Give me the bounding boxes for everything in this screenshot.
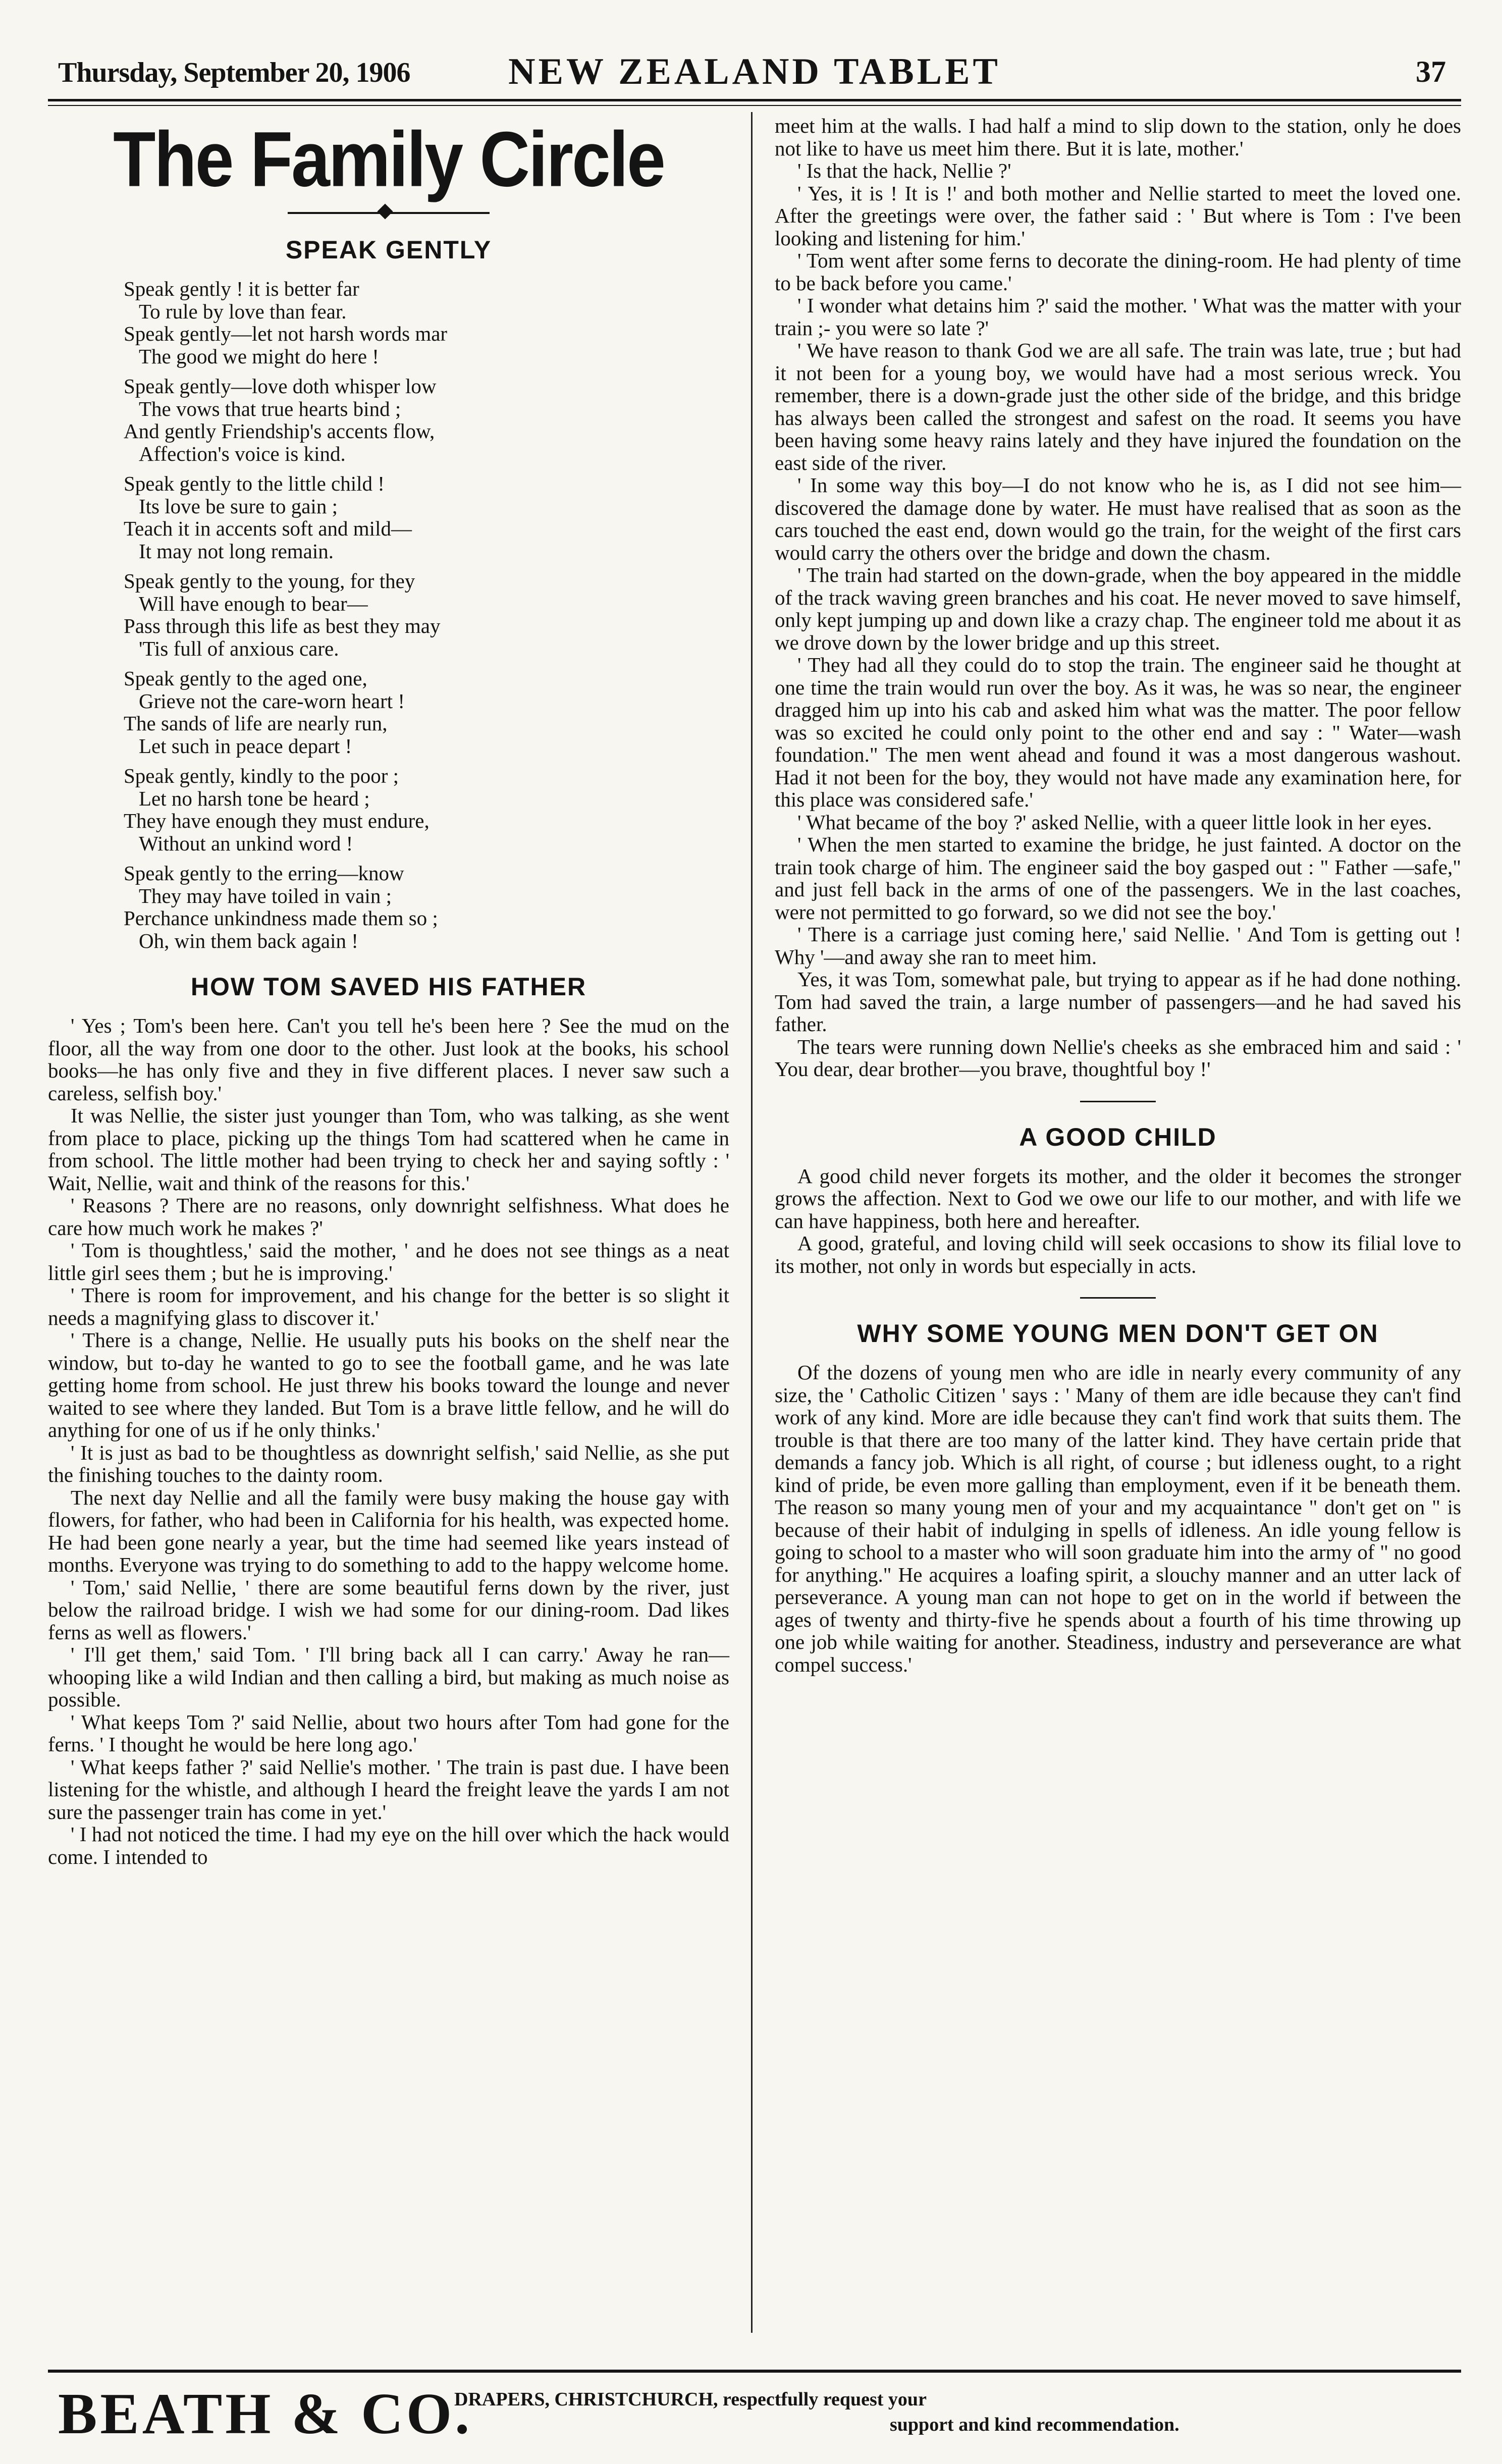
page-header	[48, 46, 1461, 102]
paragraph: ' When the men started to examine the bridge, he just fainted. A doctor on the train took charge of him. The engineer said the boy gasped out : " Father —safe," and just fell back in the arms of one of the passengers. We in the last coaches, were not permitted to go forward, so we did not see the boy.'	[775, 833, 1461, 924]
poem-line: The good we might do here !	[139, 344, 379, 368]
poem-stanza	[124, 862, 729, 952]
paragraph: A good, grateful, and loving child will seek occasions to show its filial love to its mother, not only in words but especially in acts.	[775, 1231, 1461, 1277]
poem-line: Affection's voice is kind.	[139, 442, 346, 465]
paragraph: ' Tom,' said Nellie, ' there are some beautiful ferns down by the river, just below the railroad bridge. I wish we had some for our dining-room. Dad likes ferns as well as flowers.'	[48, 1575, 729, 1644]
paragraph: ' Yes, it is ! It is !' and both mother and Nellie started to meet the loved one. After the greetings were over, the father said : ' But where is Tom : I've been looking and listening for him.'	[775, 181, 1461, 250]
section-title: The Family Circle	[113, 116, 664, 203]
poem-line: Speak gently, kindly to the poor ;	[124, 764, 399, 787]
paragraph: ' Is that the hack, Nellie ?'	[797, 159, 1011, 182]
paragraph: ' What became of the boy ?' asked Nellie, with a queer little look in her eyes.	[797, 810, 1432, 834]
poem-line: Speak gently to the little child !	[124, 472, 385, 495]
young-men-text	[775, 1361, 1461, 1676]
paragraph: It was Nellie, the sister just younger than Tom, who was talking, as she went from place to place, picking up the things Tom had scattered when he came in from school. The little mother had been trying to check her and saying softly : ' Wait, Nellie, wait and think of the reasons for this.'	[48, 1104, 729, 1195]
right-column	[775, 115, 1461, 1676]
advert-rule	[48, 2370, 1461, 2373]
paragraph: ' We have reason to thank God we are all safe. The train was late, true ; but had it not been for a young boy, we would have had a most serious wreck. You remember, there is a down-grade just the other side of the bridge, and this bridge has always been called the strongest and safest on the road. It seems you have been having some heavy rains lately and they have injured the foundation on the east side of the river.	[775, 339, 1461, 474]
issue-date: Thursday, September 20, 1906	[58, 57, 410, 88]
newspaper-page	[48, 46, 1461, 2446]
poem-line: Speak gently to the young, for they	[124, 569, 415, 593]
section-rule	[1080, 1297, 1156, 1299]
advert-line-2: support and kind recommendation.	[890, 2414, 1179, 2435]
poem-line: Teach it in accents soft and mild—	[124, 517, 412, 540]
paragraph: Of the dozens of young men who are idle in nearly every community of any size, the ' Catholic Citizen ' says : ' Many of them are idle because they can't find work of any kind. More are idle because they can't find work that suits them. The trouble is that there are too many of the latter kind. They have certain pride that demands a fancy job. Which is all right, of course ; but idleness ought, to a right kind of pride, be even more galling than employment, even if it be beneath them. The reason so many young men of your and my acquaintance " don't get on " is because of their habit of indulging in spells of idleness. An idle young fellow is going to school to a master who will soon graduate him into the army of " no good for anything." He acquires a loafing spirit, a slouchy manner and an utter lack of perseverance. A young man can not hope to get on in the world if between the ages of twenty and thirty-five he spends about a fourth of his time throwing up one job while waiting for another. Steadiness, industry and perseverance are what compel success.'	[775, 1361, 1461, 1676]
paragraph: The tears were running down Nellie's cheeks as she embraced him and said : ' You dear, dear brother—you brave, thoughtful boy !'	[775, 1035, 1461, 1081]
poem-line: Oh, win them back again !	[139, 929, 358, 952]
paragraph: ' In some way this boy—I do not know who he is, as I did not see him—discovered the damage done by water. He must have realised that as soon as the cars touched the east end, down would go the train, for the weight of the first cars would carry the others over the bridge and down the chasm.	[775, 473, 1461, 564]
masthead: NEW ZEALAND TABLET	[508, 51, 1001, 92]
poem-line: And gently Friendship's accents flow,	[124, 419, 435, 443]
paragraph: ' Yes ; Tom's been here. Can't you tell he's been here ? See the mud on the floor, all the way from one door to the other. Just look at the books, his school books—he has only five and they in five different places. I never saw such a careless, selfish boy.'	[48, 1014, 729, 1105]
paragraph: ' I wonder what detains him ?' said the mother. ' What was the matter with your train ;- you were so late ?'	[775, 294, 1461, 340]
poem-stanza	[124, 570, 729, 660]
advert-name: BEATH & CO.	[58, 2382, 473, 2446]
paragraph: ' The train had started on the down-grade, when the boy appeared in the middle of the track waving green branches and his coat. He never moved to save himself, only kept jumping up and down like a crazy chap. The engineer told me about it as we drove down by the lower bridge and up this street.	[775, 563, 1461, 654]
paragraph: Yes, it was Tom, somewhat pale, but trying to appear as if he had done nothing. Tom had saved the train, a large number of passengers—and he had saved his father.	[775, 968, 1461, 1036]
paragraph: ' It is just as bad to be thoughtless as downright selfish,' said Nellie, as she put the finishing touches to the dainty room.	[48, 1440, 729, 1486]
paragraph: ' Tom went after some ferns to decorate the dining-room. He had plenty of time to be back before you came.'	[775, 249, 1461, 295]
page-number: 37	[1416, 55, 1446, 88]
paragraph: ' What keeps Tom ?' said Nellie, about two hours after Tom had gone for the ferns. ' I thought he would be here long ago.'	[48, 1710, 729, 1756]
diamond-ornament-icon	[377, 203, 393, 219]
poem	[124, 278, 729, 952]
poem-line: They may have toiled in vain ;	[139, 884, 392, 907]
poem-line: It may not long remain.	[139, 539, 334, 563]
advert-line-1: DRAPERS, CHRISTCHURCH, respectfully request your	[454, 2389, 927, 2410]
poem-stanza	[124, 472, 729, 562]
paragraph: ' There is a carriage just coming here,' said Nellie. ' And Tom is getting out ! Why '—and away she ran to meet him.	[775, 923, 1461, 969]
paragraph: ' I'll get them,' said Tom. ' I'll bring back all I can carry.' Away he ran—whooping like a wild Indian and then calling a bird, but making as much noise as possible.	[48, 1643, 729, 1711]
story-text-right	[775, 115, 1461, 1081]
paragraph: ' I had not noticed the time. I had my eye on the hill over which the hack would come. I intended to	[48, 1823, 729, 1868]
good-child-text	[775, 1165, 1461, 1277]
good-child-heading: A GOOD CHILD	[1019, 1122, 1217, 1151]
section-rule	[1080, 1101, 1156, 1102]
paragraph: ' There is room for improvement, and his change for the better is so slight it needs a magnifying glass to discover it.'	[48, 1283, 729, 1329]
poem-heading: SPEAK GENTLY	[285, 236, 492, 264]
paragraph: ' Tom is thoughtless,' said the mother, ' and he does not see things as a neat little girl sees them ; but he is improving.'	[48, 1239, 729, 1284]
paragraph: meet him at the walls. I had half a mind to slip down to the station, only he does not like to have us meet him there. But it is late, mother.'	[775, 114, 1461, 160]
poem-stanza	[124, 667, 729, 757]
header-rule-thin	[48, 105, 1461, 106]
poem-line: They have enough they must endure,	[124, 809, 430, 832]
paragraph: ' Reasons ? There are no reasons, only downright selfishness. What does he care how much work he makes ?'	[48, 1194, 729, 1240]
poem-line: Perchance unkindness made them so ;	[124, 906, 438, 930]
poem-line: Its love be sure to gain ;	[139, 494, 338, 518]
poem-line: The vows that true hearts bind ;	[139, 397, 401, 420]
poem-line: Let no harsh tone be heard ;	[139, 786, 370, 810]
poem-line: Speak gently ! it is better far	[124, 277, 359, 300]
poem-line: Speak gently—love doth whisper low	[124, 374, 437, 398]
paragraph: ' They had all they could do to stop the train. The engineer said he thought at one time the train would run over the boy. As it was, he was so near, the engineer dragged him up into his cab and asked him what was the matter. The poor fellow was so excited he could only point to the other end and say : " Water—wash foundation." The men went ahead and found it was a most dangerous washout. Had it not been for the boy, they would not have made any examination here, for this place was considered safe.'	[775, 653, 1461, 811]
poem-line: Let such in peace depart !	[139, 734, 352, 758]
poem-line: Speak gently to the erring—know	[124, 862, 404, 885]
poem-line: To rule by love than fear.	[139, 299, 347, 323]
young-men-heading: WHY SOME YOUNG MEN DON'T GET ON	[857, 1319, 1379, 1348]
left-column	[48, 115, 729, 1868]
paragraph: The next day Nellie and all the family were busy making the house gay with flowers, for father, who had been in California for his health, was expected home. He had been gone nearly a year, but the time had seemed like years instead of months. Everyone was trying to do something to add to the happy welcome home.	[48, 1485, 729, 1576]
column-divider	[751, 112, 753, 2333]
paragraph: ' There is a change, Nellie. He usually puts his books on the shelf near the window, but to-day he wanted to go to see the football game, and he was late getting home from school. He just threw his books toward the lounge and never waited to see where they landed. But Tom is a brave little fellow, and he will do anything for one of us if he only thinks.'	[48, 1328, 729, 1441]
paragraph: ' What keeps father ?' said Nellie's mother. ' The train is past due. I have been listening for the whistle, and although I heard the freight leave the yards I am not sure the passenger train has come in yet.'	[48, 1755, 729, 1824]
story-heading: HOW TOM SAVED HIS FATHER	[190, 973, 587, 1001]
header-rule	[48, 99, 1461, 101]
poem-line: Grieve not the care-worn heart !	[139, 689, 405, 713]
poem-stanza	[124, 278, 729, 367]
poem-stanza	[124, 375, 729, 465]
poem-line: Speak gently to the aged one,	[124, 667, 367, 690]
poem-line: 'Tis full of anxious care.	[139, 636, 339, 660]
poem-line: The sands of life are nearly run,	[124, 712, 388, 735]
ornament-divider	[288, 205, 490, 220]
poem-line: Pass through this life as best they may	[124, 614, 441, 637]
paragraph: A good child never forgets its mother, and the older it becomes the stronger grows the affection. Next to God we owe our life to our mother, and with life we can have happiness, both here and hereafter.	[775, 1164, 1461, 1233]
poem-stanza	[124, 765, 729, 854]
story-text-left	[48, 1014, 729, 1868]
poem-line: Without an unkind word !	[139, 831, 353, 855]
poem-line: Will have enough to bear—	[139, 592, 368, 615]
poem-line: Speak gently—let not harsh words mar	[124, 322, 448, 345]
